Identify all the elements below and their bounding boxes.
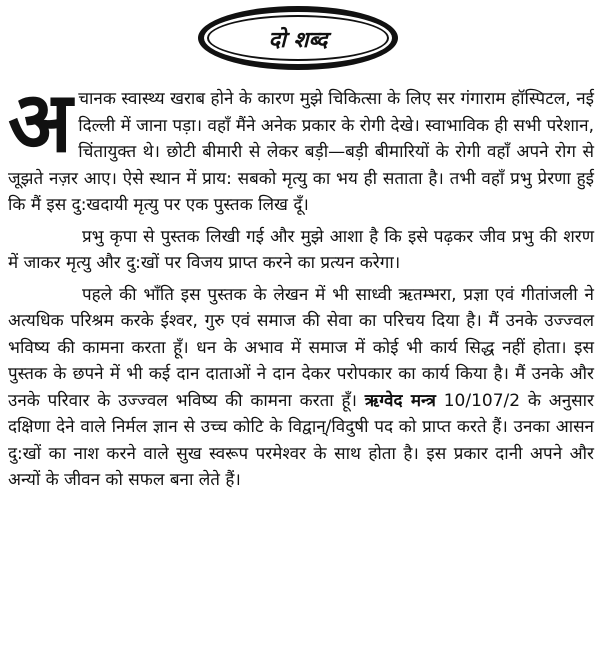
page-title: दो शब्द — [268, 27, 328, 53]
paragraph-3-tail: 10/107/2 के अनुसार दक्षिणा देने वाले निर्मल ज्ञान से उच्च कोटि के विद्वान्/विदुषी पद को प्राप्त करते हैं। उनका आसन दु:खों का नाश करने वाले सुख स्वरूप परमेश्वर के साथ होता है। इस प्रकार दानी अपने और अन्यों के जीवन को सफल बना लेते हैं। — [8, 390, 594, 490]
paragraph-3-text: पहले की भाँति इस पुस्तक के लेखन में भी साध्वी ऋतम्भरा, प्रज्ञा एवं गीतांजली ने अत्यधिक परिश्रम करके ईश्वर, गुरु एवं समाज की सेवा का परिचय दिया है। मैं उनके उज्ज्वल भविष्य की कामना करता हूँ। धन के अभाव में समाज में कोई भी कार्य सिद्ध नहीं होता। इस पुस्तक के छपने में भी कई दान दाताओं ने दान देकर परोपकार का कार्य किया है। मैं उनके और उनके परिवार के उज्ज्वल भविष्य की कामना करता हूँ। — [8, 284, 594, 411]
paragraph-1 — [8, 73, 594, 219]
paragraph-1-text: चानक स्वास्थ्य खराब होने के कारण मुझे चिकित्सा के लिए सर गंगाराम हॉस्पिटल, नई दिल्ली में जाना पड़ा। वहाँ मैंने अनेक प्रकार के रोगी देखे। स्वाभाविक ही सभी परेशान, चिंतायुक्त थे। छोटी बीमारी से लेकर बड़ी—बड़ी बीमारियों के रोगी वहाँ अपने रोग से जूझते नज़र आए। ऐसे स्थान में प्राय: सबको मृत्यु का भय ही सताता है। तभी वहाँ प्रभु प्रेरणा हुई कि मैं इस दु:खदायी मृत्यु पर एक पुस्तक लिख दूँ। — [8, 89, 594, 215]
paragraph-3 — [8, 282, 594, 494]
body-text — [8, 73, 594, 499]
paragraph-2: प्रभु कृपा से पुस्तक लिखी गई और मुझे आशा है कि इसे पढ़कर जीव प्रभु की शरण में जाकर मृत्यु और दु:खों पर विजय प्राप्त करने का प्रत्यन करेगा। — [8, 226, 594, 273]
rigveda-reference: ऋग्वेद मन्त्र — [364, 390, 436, 411]
drop-cap: अ — [8, 73, 73, 171]
title-oval — [198, 6, 398, 70]
